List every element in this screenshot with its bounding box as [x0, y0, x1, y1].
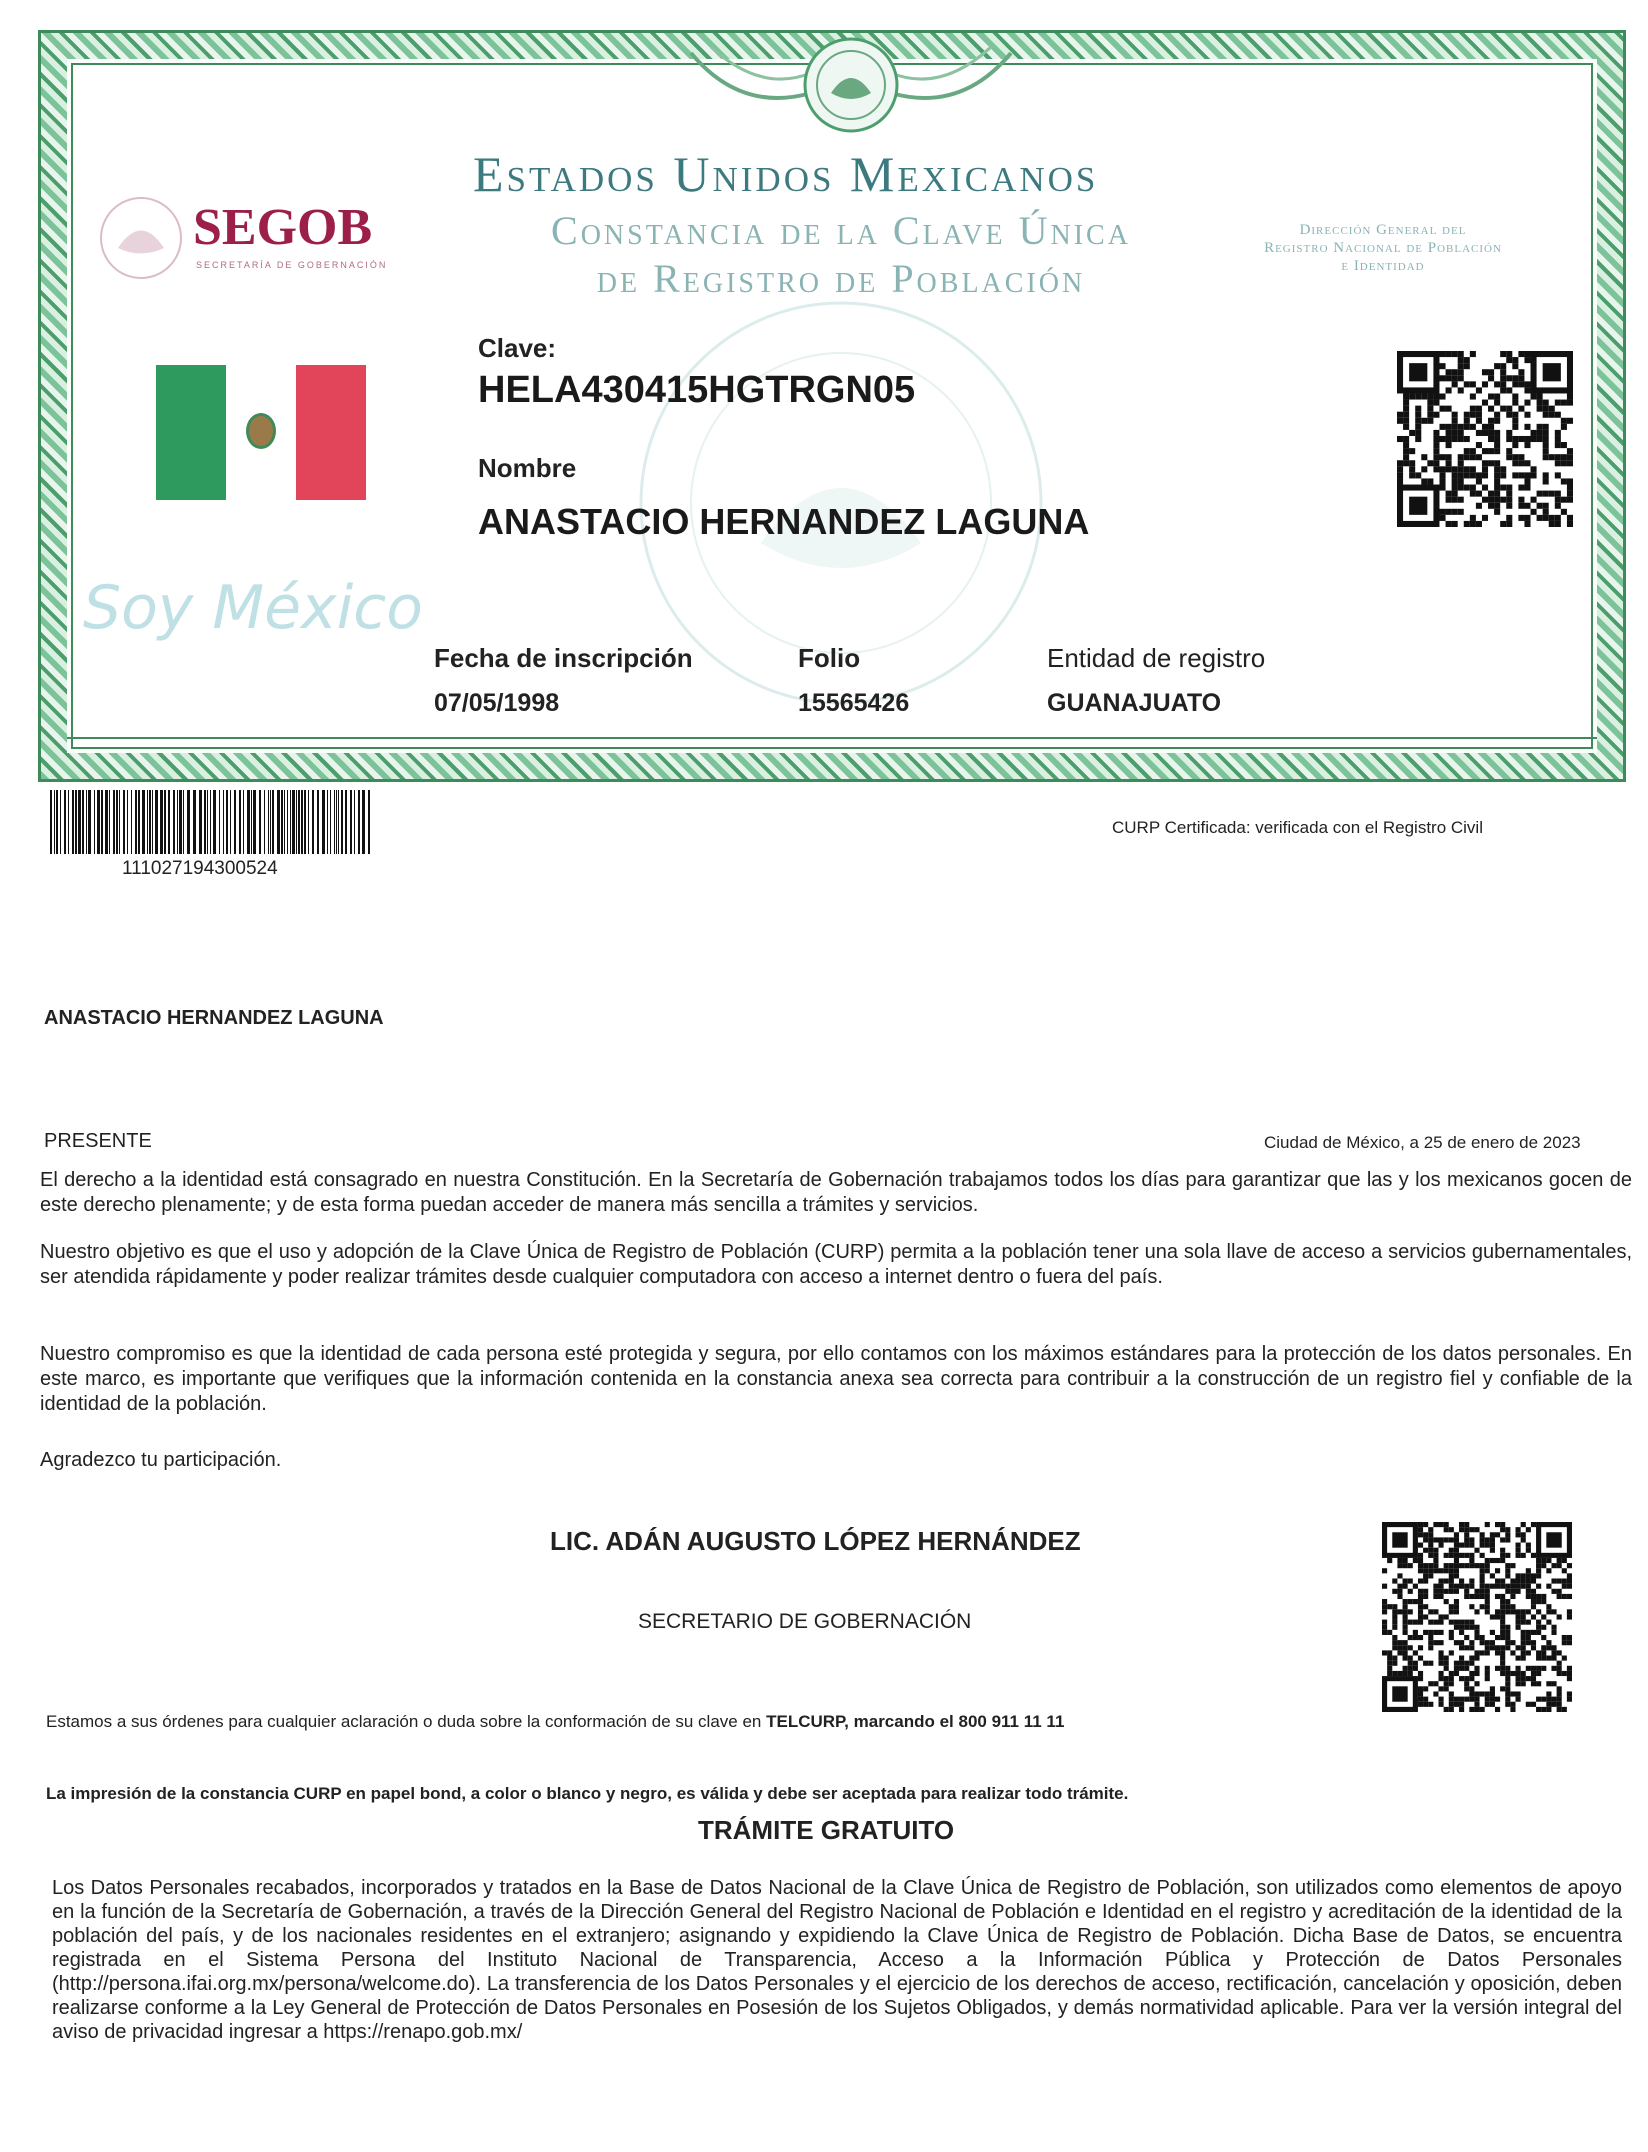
document-title-line1: Constancia de la Clave Única: [551, 208, 1131, 253]
clave-label: Clave:: [478, 333, 557, 363]
folio-value: 15565426: [798, 689, 910, 717]
document-title-line2: de Registro de Población: [596, 256, 1086, 301]
free-procedure: TRÁMITE GRATUITO: [698, 1815, 955, 1845]
agency-line2: Registro Nacional de Población: [1264, 240, 1502, 256]
contact-line: [46, 1712, 1064, 1732]
segob-logo: SEGOB: [193, 199, 373, 256]
paragraph-2: Nuestro objetivo es que el uso y adopción de la Clave Única de Registro de Población (CURP) permita a la población tener una sola llave de acceso a servicios gubernamentales, ser atendida rápidamente y poder realizar trámites desde cualquier computadora con acceso a internet dentro o fuera del país.: [40, 1241, 1632, 1288]
soy-mexico-watermark: Soy México: [83, 573, 423, 643]
fecha-value: 07/05/1998: [434, 689, 560, 717]
top-emblem-icon: [681, 33, 1021, 153]
agency-name: [1213, 221, 1553, 275]
privacy-notice: Los Datos Personales recabados, incorporados y tratados en la Base de Datos Nacional de la Clave Única de Registro de Población, son utilizados como elementos de apoyo en la función de la Secretaría de Gobernación, a través de la Dirección General del Registro Nacional de Población e Identidad en el registro y acreditación de la identidad de la población del país, y de los nacionales residentes en el extranjero; asignando y expidiendo la Clave Única de Registro de Población. Dicha Base de Datos, se encuentra registrada en el Sistema Persona del Instituto Nacional de Transparencia, Acceso a la Información Pública y Protección de Datos Personales (http://persona.ifai.org.mx/persona/welcome.do). La transferencia de los Datos Personales y el ejercicio de los derechos de acceso, rectificación, cancelación y oposición, deben realizarse conforme a la Ley General de Protección de Datos Personales en Posesión de los Sujetos Obligados, y demás normatividad aplicable. Para ver la versión integral del aviso de privacidad ingresar a https://renapo.gob.mx/: [52, 1877, 1622, 2043]
segob-eagle-icon: [96, 193, 186, 283]
paragraph-1: El derecho a la identidad está consagrado en nuestra Constitución. En la Secretaría de Gobernación trabajamos todos los días para garantizar que las y los mexicanos gocen de este derecho plenamente; y de esta forma puedan acceder de manera más sencilla a trámites y servicios.: [40, 1169, 1632, 1216]
qr-code-icon: [1397, 351, 1573, 527]
thanks: Agradezco tu participación.: [40, 1449, 282, 1471]
entidad-value: GUANAJUATO: [1047, 689, 1222, 717]
validity-note: La impresión de la constancia CURP en papel bond, a color o blanco y negro, es válida y debe ser aceptada para realizar todo trámite.: [46, 1784, 1129, 1803]
certificate-divider: [67, 737, 1597, 739]
presente: PRESENTE: [44, 1130, 152, 1152]
agency-line3: e Identidad: [1341, 258, 1425, 274]
fecha-label: Fecha de inscripción: [434, 643, 693, 673]
contact-text: Estamos a sus órdenes para cualquier aclaración o duda sobre la conformación de su clave en: [46, 1712, 767, 1731]
barcode-icon: [50, 790, 376, 854]
mexican-flag-icon: [156, 365, 366, 500]
paragraph-3: Nuestro compromiso es que la identidad de cada persona esté protegida y segura, por ello contamos con los máximos estándares para la protección de los datos personales. En este marco, es importante que verifiques que la información contenida en la constancia anexa sea correcta para contribuir a la construcción de un registro fiel y confiable de la identidad de la población.: [40, 1343, 1632, 1415]
document-title: [461, 207, 1221, 303]
segob-subtitle: SECRETARÍA DE GOBERNACIÓN: [196, 260, 388, 270]
recipient-name: ANASTACIO HERNANDEZ LAGUNA: [44, 1007, 384, 1029]
letter-date: Ciudad de México, a 25 de enero de 2023: [1264, 1133, 1581, 1152]
folio-label: Folio: [798, 643, 861, 673]
curp-status: CURP Certificada: verificada con el Registro Civil: [1112, 818, 1483, 837]
qr-code-signature-icon: [1382, 1522, 1572, 1712]
agency-line1: Dirección General del: [1299, 222, 1467, 238]
nombre-label: Nombre: [478, 453, 577, 483]
signer-title: SECRETARIO DE GOBERNACIÓN: [638, 1610, 972, 1633]
signer-name: LIC. ADÁN AUGUSTO LÓPEZ HERNÁNDEZ: [550, 1526, 1081, 1556]
clave-value: HELA430415HGTRGN05: [478, 369, 916, 411]
entidad-label: Entidad de registro: [1047, 643, 1266, 673]
country-title: Estados Unidos Mexicanos: [473, 146, 1099, 202]
curp-certificate: [38, 30, 1626, 782]
contact-telcurp: TELCURP, marcando el 800 911 11 11: [766, 1712, 1065, 1731]
barcode-number: 111027194300524: [122, 858, 278, 879]
nombre-value: ANASTACIO HERNANDEZ LAGUNA: [478, 501, 1090, 542]
